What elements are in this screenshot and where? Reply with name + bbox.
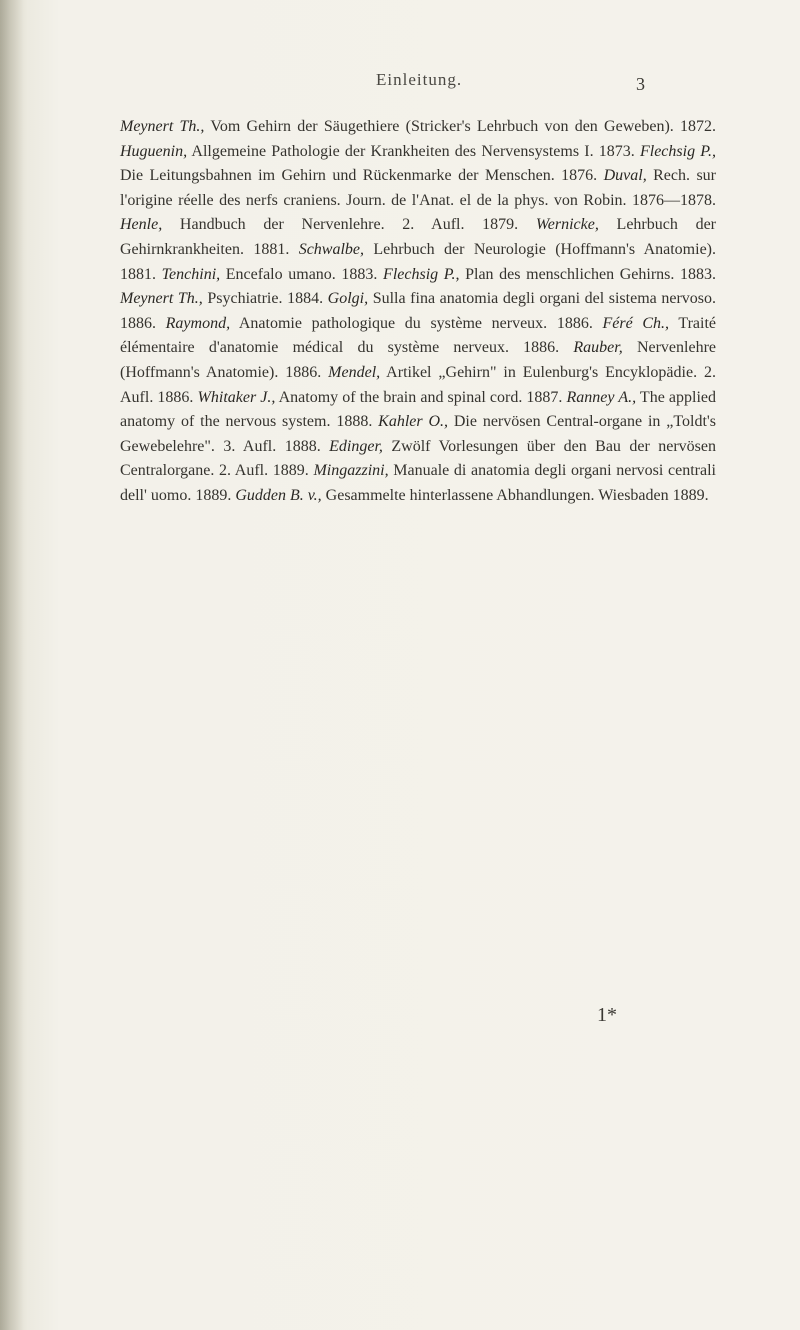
citation-title: Die Leitungsbahnen im Gehirn und Rückenmarke der Menschen. 1876. — [120, 167, 604, 185]
citation-title: Vom Gehirn der Säugethiere (Stricker's Lehrbuch von den Geweben). 1872. — [204, 118, 717, 135]
citation-author: Gudden B. v., — [235, 486, 322, 504]
citation-author: Kahler O., — [378, 413, 449, 431]
citation-author: Wernicke, — [535, 216, 599, 234]
citation-author: Schwalbe, — [298, 240, 365, 258]
bibliography-text — [120, 115, 716, 509]
citation-author: Huguenin, — [120, 142, 188, 160]
signature-mark: 1* — [597, 1004, 617, 1026]
citation-title: Die nervösen Central-organe in „Toldt's Gewebelehre". 3. Aufl. 1888. — [120, 413, 717, 455]
citation-author: Golgi, — [327, 290, 369, 308]
citation-author: Duval, — [603, 167, 647, 185]
citation-author: Meynert Th., — [120, 118, 205, 135]
citation-title: Traité élémentaire d'anatomie médical du système nerveux. 1886. — [120, 314, 717, 357]
citation-author: Whitaker J., — [197, 388, 276, 406]
running-head — [0, 70, 800, 100]
citation-title: Encefalo umano. 1883. — [220, 265, 384, 283]
citation-title: Allgemeine Pathologie der Krankheiten des Nervensystems I. 1873. — [187, 142, 640, 160]
citation-author: Edinger, — [329, 437, 383, 455]
citation-title: Psychiatrie. 1884. — [202, 290, 328, 308]
page-number: 3 — [636, 74, 645, 94]
citation-author: Flechsig P., — [383, 265, 460, 283]
citation-author: Meynert Th., — [120, 290, 203, 308]
citation-title: Lehrbuch der Gehirnkrankheiten. 1881. — [120, 216, 717, 258]
citation-title: Zwölf Vorlesungen über den Bau der nervösen Centralorgane. 2. Aufl. 1889. — [120, 437, 717, 480]
citation-title: Manuale di anatomia degli organi nervosi centrali dell' uomo. 1889. — [120, 462, 716, 504]
citation-author: Raymond, — [165, 314, 231, 332]
citation-author: Flechsig P., — [639, 142, 716, 160]
citation-title: Lehrbuch der Neurologie (Hoffmann's Anatomie). 1881. — [120, 240, 717, 283]
citation-author: Ranney A., — [566, 388, 637, 406]
citation-title: Artikel „Gehirn" in Eulenburg's Encyklopädie. 2. Aufl. 1886. — [120, 363, 716, 406]
citation-author: Mingazzini, — [313, 462, 389, 480]
citation-title: Rech. sur l'origine réelle des nerfs craniens. Journ. de l'Anat. el de la phys. von Robin. 1876—1878. — [120, 167, 717, 209]
bibliography-paragraph — [120, 115, 716, 509]
citation-title: Gesammelte hinterlassene Abhandlungen. Wiesbaden 1889. — [321, 486, 709, 504]
citation-title: The applied anatomy of the nervous system. 1888. — [120, 388, 717, 431]
citation-title: Anatomy of the brain and spinal cord. 1887. — [275, 388, 567, 406]
citation-title: Handbuch der Nervenlehre. 2. Aufl. 1879. — [162, 216, 536, 234]
citation-title: Plan des menschlichen Gehirns. 1883. — [459, 265, 716, 283]
spine-shadow — [0, 0, 24, 1330]
citation-title: Anatomie pathologique du système nerveux. 1886. — [230, 314, 603, 332]
citation-author: Rauber, — [573, 339, 623, 357]
citation-title: Nervenlehre (Hoffmann's Anatomie). 1886. — [120, 339, 716, 381]
citation-author: Féré Ch., — [602, 314, 670, 332]
running-title: Einleitung. — [376, 70, 463, 89]
citation-author: Henle, — [120, 216, 163, 234]
citation-author: Tenchini, — [161, 265, 221, 283]
citation-title: Sulla fina anatomia degli organi del sistema nervoso. 1886. — [120, 290, 716, 332]
citation-author: Mendel, — [328, 363, 381, 381]
